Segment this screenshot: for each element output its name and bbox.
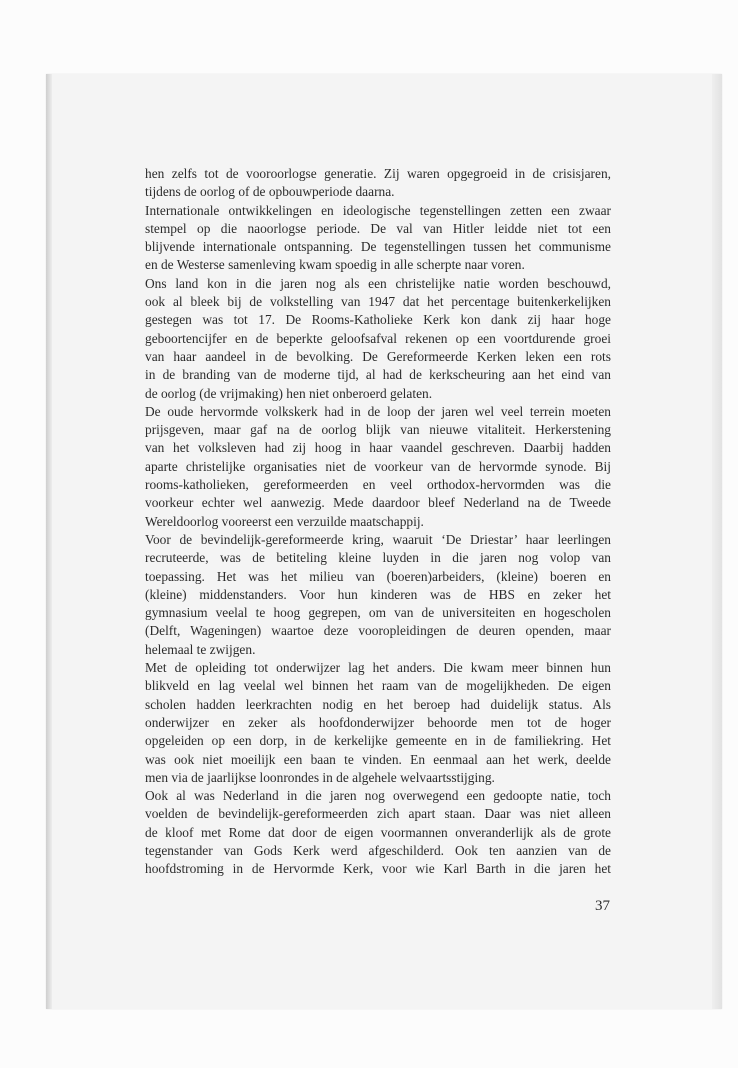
text-line: (kleine) middenstanders. Voor hun kinderen was de HBS en zeker het: [145, 586, 611, 602]
page-edge: [712, 74, 722, 1009]
page-spine: [46, 74, 52, 1009]
text-line: Met de opleiding tot onderwijzer lag het anders. Die kwam meer binnen hun: [145, 660, 611, 676]
text-line: ook al bleek bij de volkstelling van 1947 dat het percentage buitenkerkelijken: [145, 294, 611, 310]
text-line: De oude hervormde volkskerk had in de loop der jaren wel veel terrein moeten: [145, 403, 611, 419]
text-line: scholen hadden leerkrachten nodig en het beroep had duidelijk status. Als: [145, 696, 611, 712]
text-line: Ook al was Nederland in die jaren nog overwegend een gedoopte natie, toch: [145, 788, 611, 804]
text-line: aparte christelijke organisaties niet de voorkeur van de hervormde synode. Bij: [145, 458, 611, 474]
text-line: in de branding van de moderne tijd, al had de kerkscheuring aan het eind van: [145, 367, 611, 383]
text-line: de kloof met Rome dat door de eigen voormannen onveranderlijk als de grote: [145, 824, 611, 840]
text-line: blijvende internationale ontspanning. De tegenstellingen tussen het communisme: [145, 239, 611, 255]
text-line: voorkeur echter wel aanwezig. Mede daardoor bleef Nederland na de Tweede: [145, 495, 611, 511]
text-line: onderwijzer en zeker als hoofdonderwijzer behoorde men tot de hoger: [145, 714, 611, 730]
text-line: hen zelfs tot de vooroorlogse generatie. Zij waren opgegroeid in de crisisjaren,: [145, 166, 611, 181]
text-line: helemaal te zwijgen.: [145, 641, 256, 657]
text-line: men via de jaarlijkse loonrondes in de algehele welvaartsstijging.: [145, 769, 495, 785]
text-line: tegenstander van Gods Kerk werd afgeschilderd. Ook ten aanzien van de: [145, 842, 611, 858]
text-line: prijsgeven, maar gaf na de oorlog blijk van nieuwe vitaliteit. Herkerstening: [145, 422, 611, 438]
text-line: voelden de bevindelijk-gereformeerden zich apart staan. Daar was niet alleen: [145, 806, 611, 822]
text-line: Wereldoorlog vooreerst een verzuilde maatschappij.: [145, 513, 424, 529]
text-line: Voor de bevindelijk-gereformeerde kring, waaruit ‘De Driestar’ haar leerlingen: [145, 531, 611, 547]
text-line: en de Westerse samenleving kwam spoedig in alle scherpte naar voren.: [145, 257, 525, 273]
text-line: gymnasium veelal te hoog gegrepen, om van de universiteiten en hogescholen: [145, 605, 611, 621]
text-line: recruteerde, was de betiteling kleine luyden in die jaren nog volop van: [145, 550, 611, 566]
text-line: geboortencijfer en de beperkte geloofsafval rekenen op een voortdurende groei: [145, 330, 611, 346]
body-text: [145, 165, 611, 879]
text-line: was ook niet moeilijk een baan te vinden. En eenmaal aan het werk, deelde: [145, 751, 611, 767]
text-line: toepassing. Het was het milieu van (boeren)arbeiders, (kleine) boeren en: [145, 568, 611, 584]
text-line: gestegen was tot 17. De Rooms-Katholieke Kerk kon dank zij haar hoge: [145, 312, 611, 328]
text-line: Internationale ontwikkelingen en ideologische tegenstellingen zetten een zwaar: [145, 202, 611, 218]
text-line: de oorlog (de vrijmaking) hen niet onberoerd gelaten.: [145, 385, 433, 401]
text-line: rooms-katholieken, gereformeerden en veel orthodox-hervormden was die: [145, 477, 611, 493]
text-line: (Delft, Wageningen) waartoe deze vooropleidingen de deuren openden, maar: [145, 623, 611, 639]
text-line: opgeleiden op een dorp, in de kerkelijke gemeente en in de familiekring. Het: [145, 733, 611, 749]
text-line: tijdens de oorlog of de opbouwperiode daarna.: [145, 184, 395, 200]
text-line: stempel op die naoorlogse periode. De val van Hitler leidde niet tot een: [145, 220, 611, 236]
text-line: Ons land kon in die jaren nog als een christelijke natie worden beschouwd,: [145, 275, 611, 291]
text-line: van het volksleven had zij hoog in haar vaandel geschreven. Daarbij hadden: [145, 440, 611, 456]
text-line: blikveld en lag veelal wel binnen het raam van de mogelijkheden. De eigen: [145, 678, 611, 694]
text-line: van haar aandeel in de bevolking. De Gereformeerde Kerken leken een rots: [145, 348, 611, 364]
page-number: 37: [595, 898, 610, 914]
text-line: hoofdstroming in de Hervormde Kerk, voor wie Karl Barth in die jaren het: [145, 861, 611, 877]
